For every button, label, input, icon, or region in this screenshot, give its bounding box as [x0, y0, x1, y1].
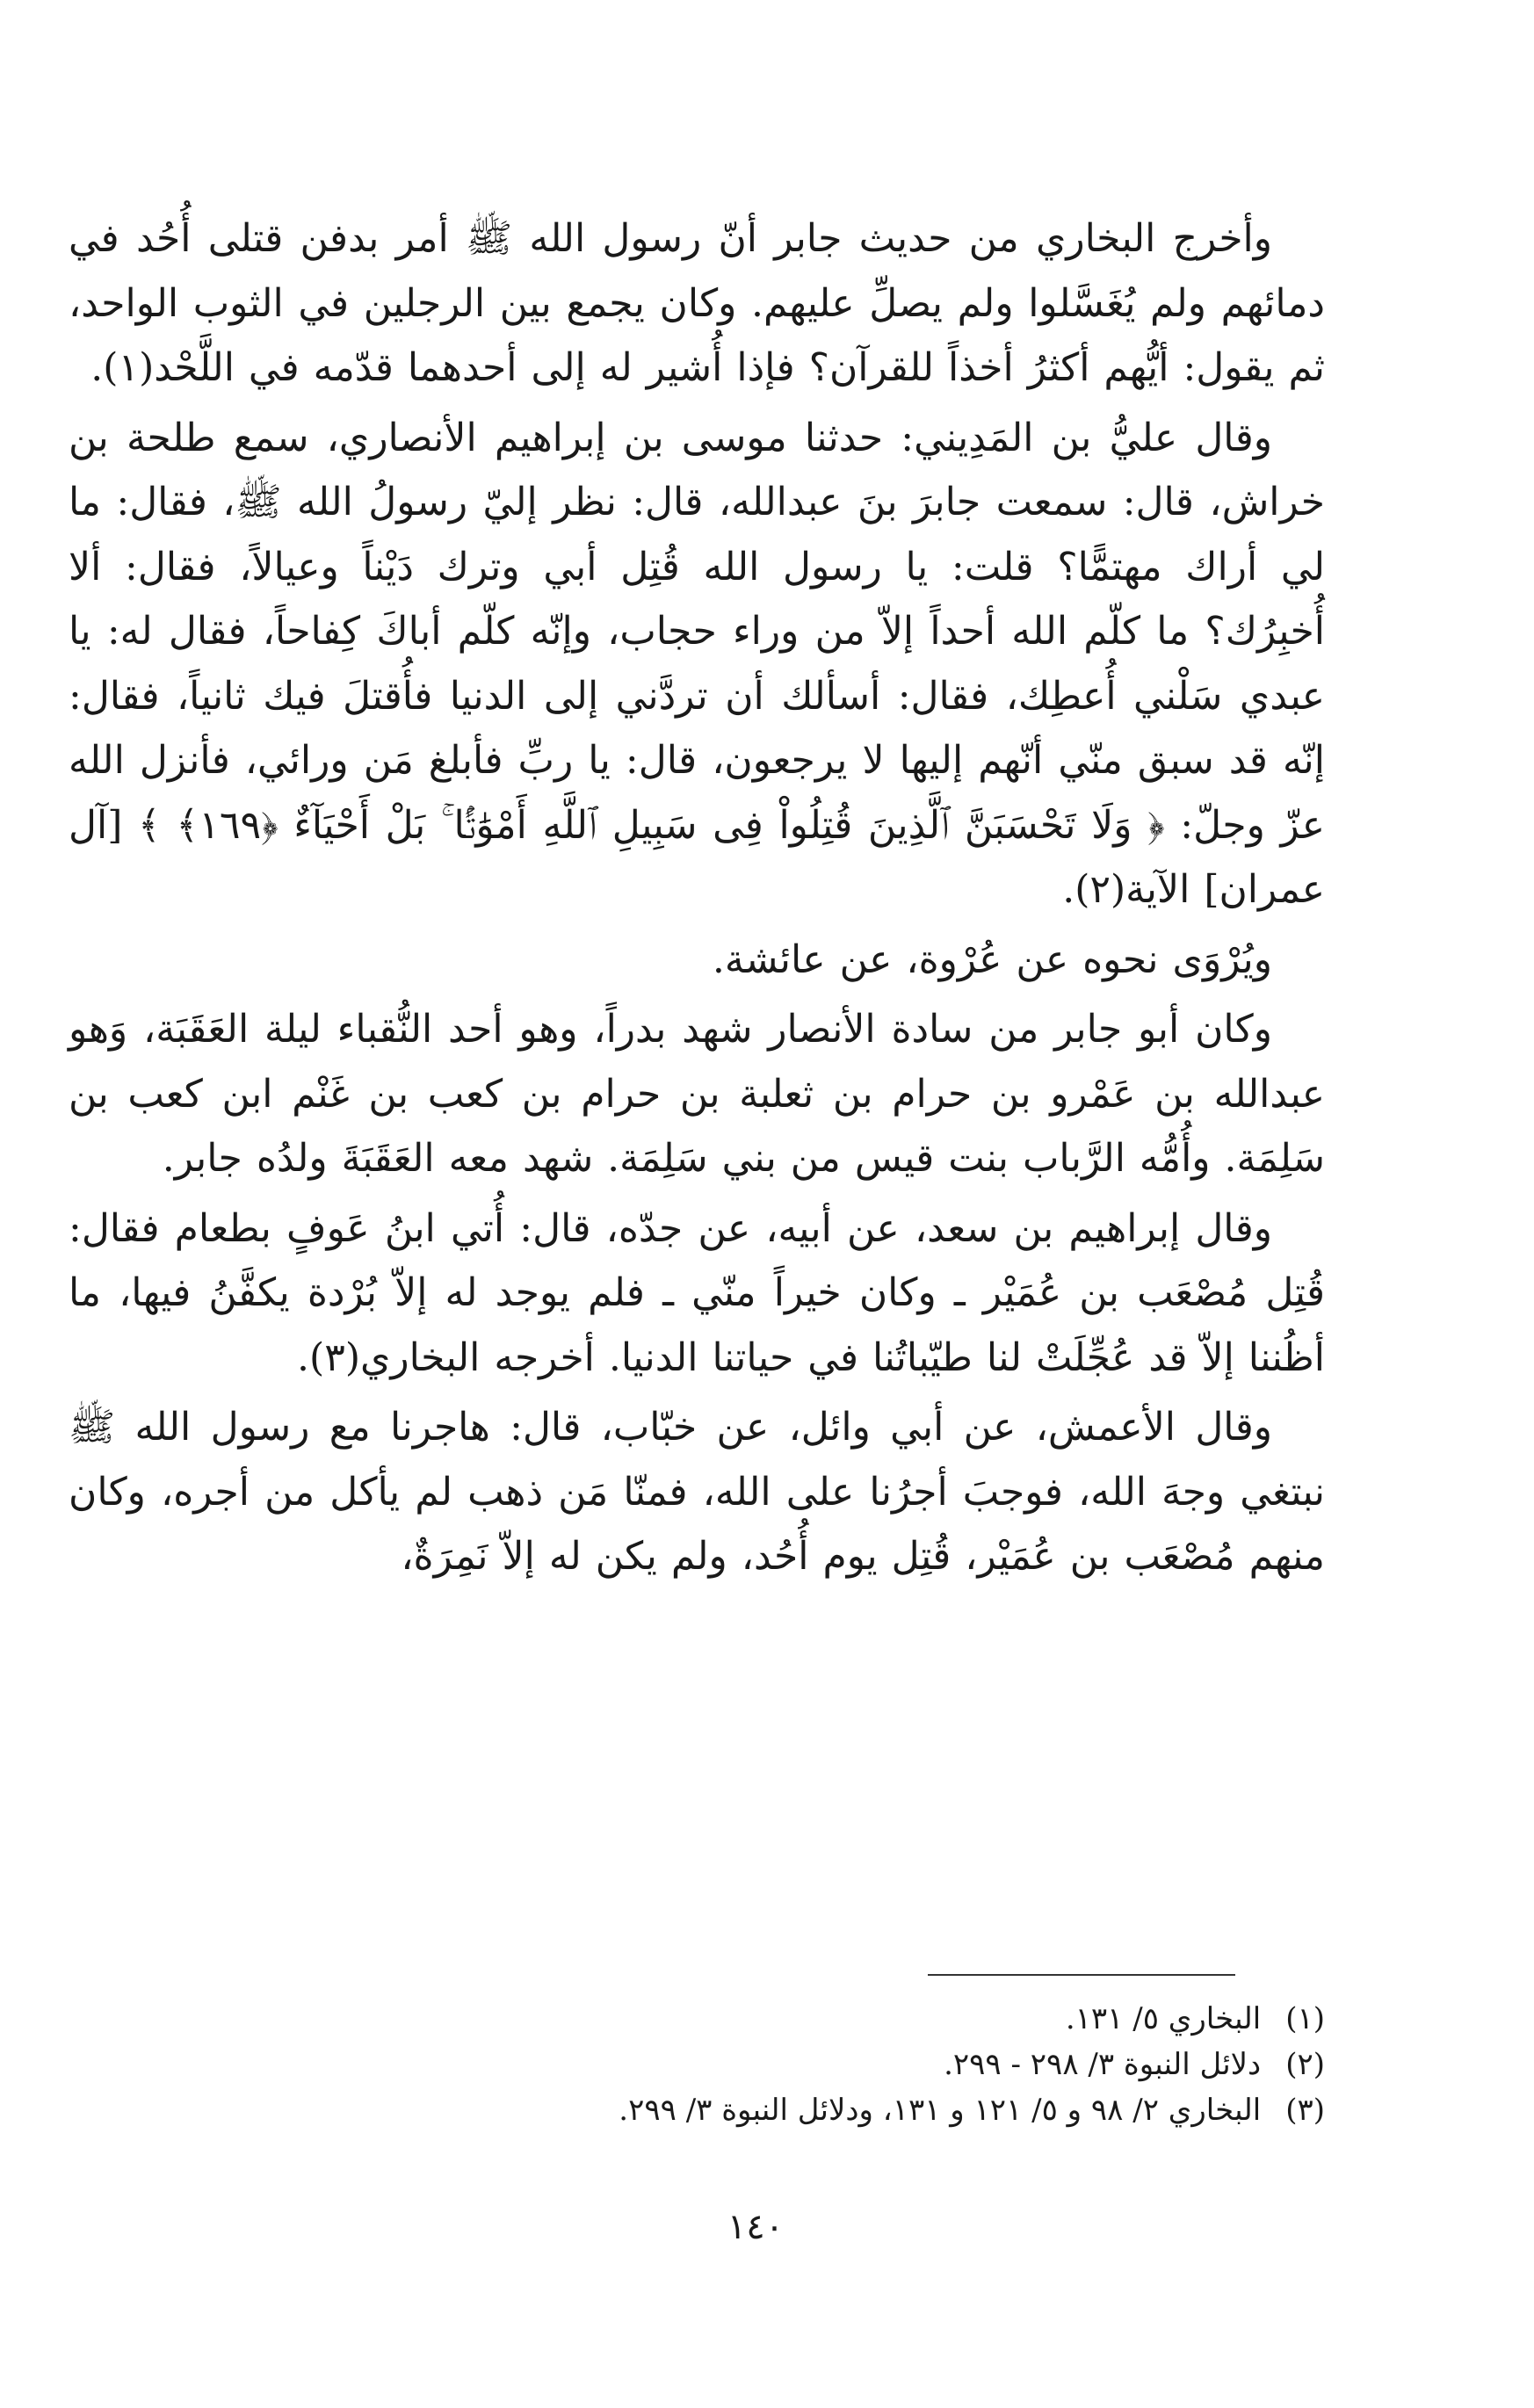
- footnote-number: (٢): [1285, 2047, 1325, 2082]
- footnote-text: دلائل النبوة ٣/ ٢٩٨ - ٢٩٩.: [944, 2047, 1262, 2082]
- footnote: [358, 2042, 1325, 2087]
- paragraph: وقال الأعمش، عن أبي وائل، عن خبّاب، قال: هاجرنا مع رسول الله ﷺ نبتغي وجهَ الله، فوجبَ أجرُنا على الله، فمنّا مَن ذهب لم يأكل من أجره، وكان منهم مُصْعَب بن عُمَيْر، قُتِل يوم أُحُد، ولم يكن له إلاّ نَمِرَةٌ،: [69, 1405, 1325, 1579]
- paragraph: وقال إبراهيم بن سعد، عن أبيه، عن جدّه، قال: أُتي ابنُ عَوفٍ بطعام فقال: قُتِل مُصْعَب بن عُمَيْر ـ وكان خيراً منّي ـ فلم يوجد له إلاّ بُرْدة يكفَّنُ فيها، ما أظُننا إلاّ قد عُجِّلَتْ لنا طيّباتُنا في حياتنا الدنيا. أخرجه البخاري(٣).: [69, 1205, 1325, 1380]
- footnote: [358, 2087, 1325, 2133]
- footnote-number: (٣): [1285, 2093, 1325, 2128]
- paragraph: وقال عليُّ بن المَدِيني: حدثنا موسى بن إبراهيم الأنصاري، سمع طلحة بن خراش، قال: سمعت جابرَ بنَ عبدالله، قال: نظر إليّ رسولُ الله ﷺ، فقال: ما لي أراك مهتمًّا؟ قلت: يا رسول الله قُتِل أبي وترك دَيْناً وعيالاً، فقال: ألا أُخبِرُك؟ ما كلّم الله أحداً إلاّ من وراء حجاب، وإنّه كلّم أباكَ كِفاحاً، فقال له: يا عبدي سَلْني أُعطِك، فقال: أسألك أن تردَّني إلى الدنيا فأُقتلَ فيك ثانياً، فقال: إنّه قد سبق منّي أنّهم إليها لا يرجعون، قال: يا ربِّ فأبلغ مَن ورائي، فأنزل الله عزّ وجلّ: ﴿ وَلَا تَحْسَبَنَّ ٱلَّذِينَ قُتِلُواْ فِى سَبِيلِ ٱللَّهِ أَمْوَٰتًۢا ۚ بَلْ أَحْيَآءٌ ﴿١٦٩﴾ ﴾ [آل عمران] الآية(٢).: [69, 415, 1325, 912]
- footnotes: [358, 1996, 1325, 2133]
- footnote-text: البخاري ٥/ ١٣١.: [1065, 2001, 1262, 2036]
- footnote: [358, 1996, 1325, 2042]
- page-number: ١٤٠: [727, 2207, 785, 2247]
- paragraph: وأخرج البخاري من حديث جابر أنّ رسول الله ﷺ أمر بدفن قتلى أُحُد في دمائهم ولم يُغَسَّلوا ولم يصلِّ عليهم. وكان يجمع بين الرجلين في الثوب الواحد، ثم يقول: أيُّهم أكثرُ أخذاً للقرآن؟ فإذا أُشير له إلى أحدهما قدّمه في اللَّحْد(١).: [69, 216, 1325, 390]
- footnote-divider: [928, 1974, 1235, 1976]
- paragraph: ويُرْوَى نحوه عن عُرْوة، عن عائشة.: [712, 936, 1272, 982]
- main-text: [69, 206, 1325, 1594]
- footnote-text: البخاري ٢/ ٩٨ و ٥/ ١٢١ و ١٣١، ودلائل النبوة ٣/ ٢٩٩.: [619, 2093, 1262, 2128]
- paragraph: وكان أبو جابر من سادة الأنصار شهد بدراً، وهو أحد النُّقباء ليلة العَقَبَة، وَهو عبدالله بن عَمْرو بن حرام بن ثعلبة بن حرام بن كعب بن غَنْم ابن كعب بن سَلِمَة. وأُمُّه الرَّباب بنت قيس من بني سَلِمَة. شهد معه العَقَبَةَ ولدُه جابر.: [69, 1007, 1325, 1181]
- footnote-number: (١): [1285, 2001, 1325, 2036]
